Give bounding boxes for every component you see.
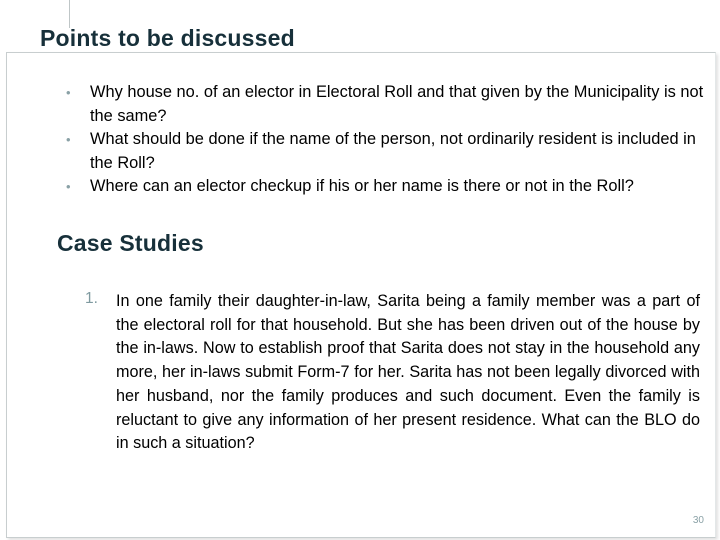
bullet-item bbox=[66, 81, 716, 128]
decorative-line bbox=[69, 0, 70, 28]
bullet-item bbox=[66, 128, 716, 175]
section-heading: Case Studies bbox=[57, 230, 204, 256]
bullet-text: Where can an elector checkup if his or her name is there or not in the Roll? bbox=[90, 177, 634, 195]
case-number: 1. bbox=[85, 290, 98, 307]
slide-title: Points to be discussed bbox=[40, 25, 295, 51]
case-text: In one family their daughter-in-law, Sarita being a family member was a part of the electoral roll for that household. But she has been driven out of the house by the in-laws. Now to establish proof that Sarita does not stay in the household any more, her in-laws submit Form-7 for her. Sarita has not been legally divorced with her husband, nor the family produces and such document. Even the family is reluctant to give any information of her present residence. What can the BLO do in such a situation? bbox=[116, 292, 700, 453]
bullet-text: Why house no. of an elector in Electoral Roll and that given by the Municipality is not the same? bbox=[90, 83, 704, 125]
bullet-icon: • bbox=[66, 85, 71, 100]
bullet-icon: • bbox=[66, 179, 71, 194]
case-item bbox=[85, 290, 700, 456]
bullet-text: What should be done if the name of the person, not ordinarily resident is included in the Roll? bbox=[90, 130, 696, 172]
bullet-list bbox=[66, 81, 716, 199]
bullet-item bbox=[66, 175, 716, 199]
bullet-icon: • bbox=[66, 132, 71, 147]
case-list bbox=[85, 290, 700, 456]
page-number: 30 bbox=[692, 515, 704, 526]
